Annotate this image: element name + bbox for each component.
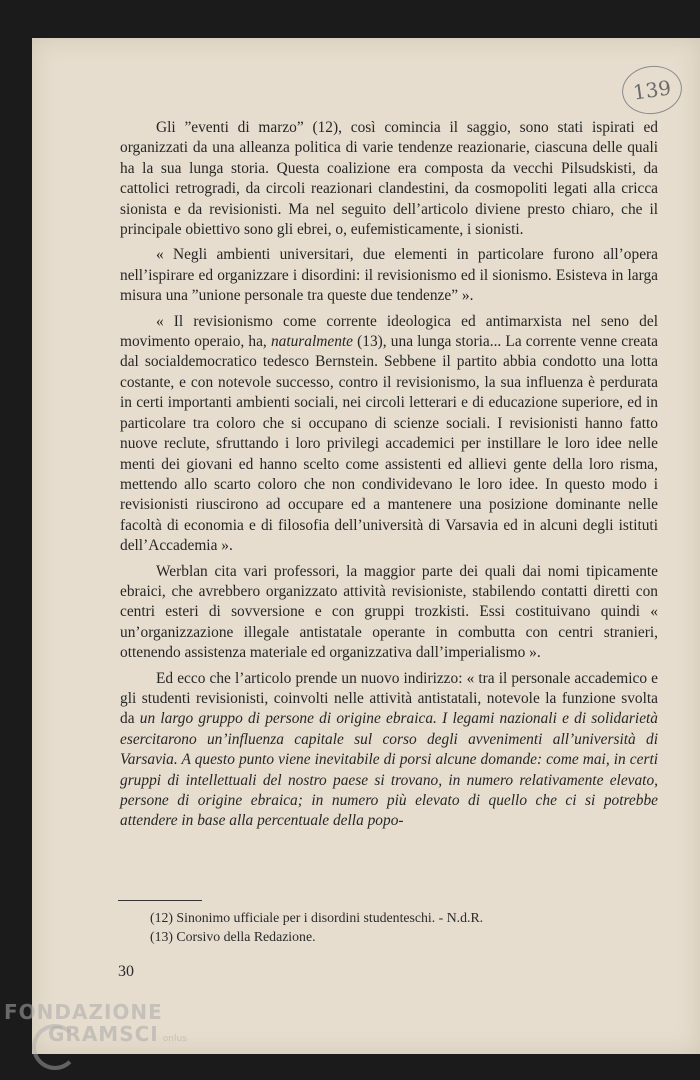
italic-run: naturalmente [270, 333, 354, 351]
paragraph [120, 312, 658, 557]
body-text [120, 118, 658, 837]
text-run: Werblan cita vari professori, la maggior parte dei quali dai nomi tipicamente ebraici, che avrebbero organizzato attività revisioniste, stabilendo contatti diretti con centri esteri di sovversione e con gruppi trozkisti. Essi costituivano quindi « un’organizzazione illegale antistatale operante in combutta con centri stranieri, ottenendo assistenza materiale ed organizzativa dall’imperialismo ». [120, 562, 658, 662]
paragraph [120, 118, 658, 240]
footnotes [150, 908, 630, 946]
archive-stamp: 139 [619, 62, 685, 118]
paragraph [120, 245, 658, 306]
text-run: « Il revisionismo come corrente ideologica ed antimarxista nel seno del movimento operaio, ha, [120, 312, 658, 351]
watermark-line2: GRAMSCI [48, 1022, 159, 1046]
footnote: (13) Corsivo della Redazione. [150, 929, 316, 944]
text-run: Gli ”eventi di marzo” (12), così comincia il saggio, sono stati ispirati ed organizzati da una alleanza politica di varie tendenze reazionarie, ciascuna delle quali ha la sua lunga storia. Questa coalizione era composta da vecchi Pilsudskisti, da cattolici retrogradi, da circoli reazionari clandestini, da cosmopoliti legati alla cricca sionista e da revisionisti. Ma nel seguito dell’articolo diviene presto chiaro, che il principale obiettivo sono gli ebrei, o, eufemisticamente, i sionisti. [120, 119, 658, 239]
footnote: (12) Sinonimo ufficiale per i disordini studenteschi. - N.d.R. [150, 910, 484, 925]
page-number: 30 [118, 963, 134, 980]
italic-run: un largo gruppo di persone di origine ebraica. I legami nazionali e di solidarietà esercitarono un’influenza capitale sul corso degli avvenimenti all’università di Varsavia. A questo punto viene inevitabile di porsi alcune domande: come mai, in certi gruppi di intellettuali del nostro paese si trovano, in numero relativamente elevato, persone di origine ebraica; in numero più elevato di quello che ci si potrebbe attendere in base alla percentuale della popo- [120, 710, 659, 830]
watermark-onlus: onlus [162, 1034, 187, 1044]
paragraph [120, 669, 658, 832]
watermark-g-icon [32, 1024, 78, 1070]
paragraph [120, 562, 658, 664]
footnote-rule [118, 900, 202, 901]
watermark-logo [4, 1002, 187, 1044]
text-run: « Negli ambienti universitari, due elementi in particolare furono all’opera nell’ispirare ed organizzare i disordini: il revisionismo ed il sionismo. Esisteva in larga misura una ”unione personale tra queste due tendenze” ». [120, 246, 658, 305]
watermark-line1: FONDAZIONE [4, 1000, 163, 1024]
text-run: Ed ecco che l’articolo prende un nuovo indirizzo: « tra il personale accademico e gli studenti revisionisti, coinvolti nelle attività antistatali, notevole la funzione svolta da [120, 669, 658, 728]
book-page [32, 38, 700, 1054]
text-run: (13), una lunga storia... La corrente venne creata dal socialdemocratico tedesco Bernstein. Sebbene il partito abbia condotto una lotta costante, e con notevole successo, contro il revisionismo, la sua influenza è perdurata in certi importanti ambienti sociali, nei circoli letterari e di educazione superiore, ed in particolare tra coloro che si occupano di scienze sociali. I revisionisti hanno fatto nuove reclute, sfruttando i loro privilegi accademici per instillare le loro idee nelle menti dei giovani ed hanno scelto come assistenti ed allievi gente della loro risma, mettendo allo scarto coloro che non condividevano le loro idee. In questo modo i revisionisti riuscirono ad occupare ed a mantenere una posizione dominante nelle facoltà di economia e di filosofia dell’università di Varsavia ed in alcuni degli istituti dell’Accademia ». [120, 333, 658, 555]
